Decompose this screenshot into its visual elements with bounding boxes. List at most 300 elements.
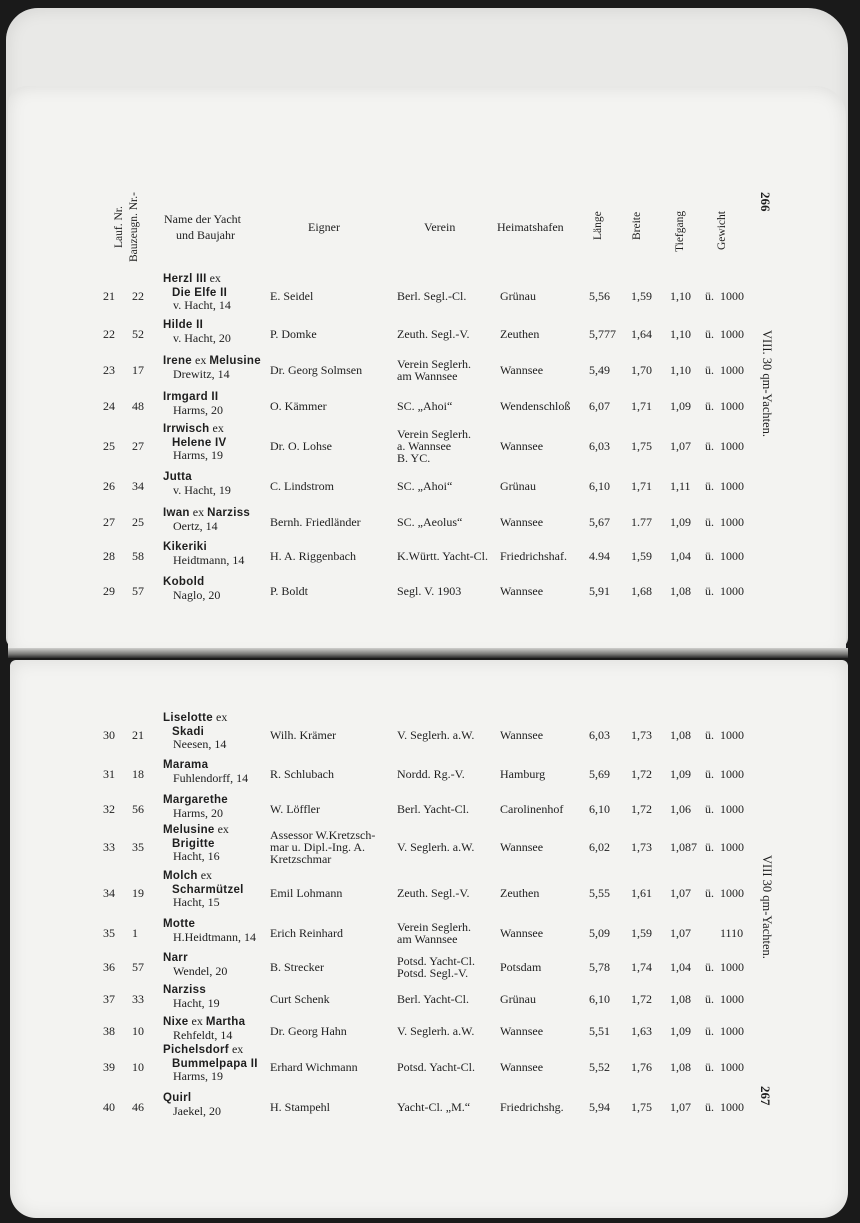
yacht-name-main: Kobold	[163, 576, 205, 588]
draft: 1,087	[670, 840, 697, 854]
home-port: Wannsee	[500, 439, 544, 453]
yacht-name-main: Herzl III	[163, 273, 207, 285]
lauf-nr: 32	[103, 802, 115, 816]
builder-year: Hacht, 15	[173, 895, 220, 909]
home-port: Wannsee	[500, 840, 544, 854]
yacht-name	[163, 272, 231, 312]
weight: 1000	[720, 515, 744, 529]
home-port: Wannsee	[500, 926, 544, 940]
yacht-name-main: Motte	[163, 918, 196, 930]
home-port: Zeuthen	[500, 886, 540, 900]
draft: 1,07	[670, 926, 691, 940]
owner: Assessor W.Kretzsch-	[270, 828, 376, 842]
weight: 1000	[720, 363, 744, 377]
bauzeugnis-nr: 35	[132, 840, 144, 854]
length: 5,49	[589, 363, 610, 377]
club: Segl. V. 1903	[397, 584, 462, 598]
home-port: Friedrichshg.	[500, 1100, 564, 1114]
home-port: Grünau	[500, 992, 536, 1006]
length: 5,67	[589, 515, 610, 529]
yacht-name-main: Narr	[163, 952, 188, 964]
yacht-name	[163, 506, 250, 532]
home-port: Grünau	[500, 289, 536, 303]
yacht-name-main: Quirl	[163, 1092, 192, 1104]
home-port: Zeuthen	[500, 327, 540, 341]
owner: Wilh. Krämer	[270, 728, 337, 742]
builder-year: Rehfeldt, 14	[173, 1027, 233, 1042]
builder-year: H.Heidtmann, 14	[173, 929, 256, 944]
length: 5,09	[589, 926, 610, 940]
club: a. Wannsee	[397, 439, 452, 453]
owner: H. A. Riggenbach	[270, 549, 356, 563]
builder-year: Harms, 20	[173, 402, 223, 417]
yacht-name-main: Irrwisch	[163, 423, 210, 435]
builder-year: Neesen, 14	[173, 737, 227, 751]
weight-prefix: ü.	[705, 840, 714, 854]
yacht-name	[163, 575, 220, 601]
header-eigner: Eigner	[308, 220, 340, 234]
header-tiefgang: Tiefgang	[674, 210, 686, 252]
section-title-bottom: VIII 30 qm-Yachten.	[760, 855, 774, 959]
bauzeugnis-nr: 1	[132, 926, 138, 940]
weight-prefix: ü.	[705, 1060, 714, 1074]
yacht-name	[163, 354, 261, 380]
book-gutter	[8, 648, 848, 658]
yacht-name	[163, 1015, 245, 1041]
club: V. Seglerh. a.W.	[397, 840, 475, 854]
owner: O. Kämmer	[270, 399, 327, 413]
yacht-name-ex: ex	[214, 822, 229, 836]
club: Potsd. Yacht-Cl.	[397, 954, 476, 968]
beam: 1,63	[631, 1024, 652, 1038]
length: 4.94	[589, 549, 610, 563]
weight-prefix: ü.	[705, 479, 714, 493]
draft: 1,08	[670, 1060, 691, 1074]
weight-prefix: ü.	[705, 399, 714, 413]
bauzeugnis-nr: 25	[132, 515, 144, 529]
club: SC. „Ahoi“	[397, 479, 453, 493]
header-lauf-nr: Lauf. Nr.	[113, 206, 125, 248]
owner: Emil Lohmann	[270, 886, 343, 900]
club: Potsd. Segl.-V.	[397, 966, 469, 980]
bauzeugnis-nr: 19	[132, 886, 144, 900]
draft: 1,09	[670, 1024, 691, 1038]
builder-year: Heidtmann, 14	[173, 552, 245, 567]
lauf-nr: 36	[103, 960, 115, 974]
yacht-name-main: Kikeriki	[163, 541, 207, 553]
weight-prefix: ü.	[705, 289, 714, 303]
weight: 1000	[720, 1100, 744, 1114]
beam: 1,61	[631, 886, 652, 900]
lauf-nr: 35	[103, 926, 115, 940]
beam: 1,76	[631, 1060, 652, 1074]
builder-year: Wendel, 20	[173, 963, 228, 978]
builder-year: Harms, 19	[173, 1069, 223, 1083]
bauzeugnis-nr: 33	[132, 992, 144, 1006]
draft: 1,08	[670, 584, 691, 598]
club: Verein Seglerh.	[397, 357, 471, 371]
yacht-name-ex: ex	[192, 353, 210, 367]
owner: P. Boldt	[270, 584, 309, 598]
lauf-nr: 27	[103, 515, 115, 529]
bauzeugnis-nr: 10	[132, 1024, 144, 1038]
bauzeugnis-nr: 57	[132, 960, 144, 974]
builder-year: Hacht, 19	[173, 995, 220, 1010]
bauzeugnis-nr: 56	[132, 802, 144, 816]
builder-year: Harms, 19	[173, 448, 223, 462]
club: Potsd. Yacht-Cl.	[397, 1060, 476, 1074]
weight-prefix: ü.	[705, 1024, 714, 1038]
weight-prefix: ü.	[705, 886, 714, 900]
yacht-name	[163, 422, 226, 462]
yacht-name-main: Marama	[163, 759, 209, 771]
club: B. YC.	[397, 451, 431, 465]
lauf-nr: 25	[103, 439, 115, 453]
owner: Erhard Wichmann	[270, 1060, 358, 1074]
header-bauzeugn-nr: Bauzeugn. Nr.-	[128, 192, 140, 262]
section-title-top: VIII. 30 qm-Yachten.	[760, 330, 774, 438]
bauzeugnis-nr: 57	[132, 584, 144, 598]
yacht-former-name: Scharmützel	[172, 883, 244, 896]
length: 5,51	[589, 1024, 610, 1038]
weight: 1000	[720, 992, 744, 1006]
beam: 1,68	[631, 584, 652, 598]
weight-prefix: ü.	[705, 992, 714, 1006]
bauzeugnis-nr: 10	[132, 1060, 144, 1074]
bauzeugnis-nr: 18	[132, 767, 144, 781]
lauf-nr: 28	[103, 549, 115, 563]
builder-year: Hacht, 16	[173, 849, 220, 863]
page-number-top: 266	[758, 192, 773, 212]
weight-prefix: ü.	[705, 327, 714, 341]
yacht-name-main: Pichelsdorf	[163, 1044, 229, 1056]
beam: 1,59	[631, 549, 652, 563]
lauf-nr: 21	[103, 289, 115, 303]
beam: 1,70	[631, 363, 652, 377]
owner: E. Seidel	[270, 289, 314, 303]
draft: 1,08	[670, 992, 691, 1006]
yacht-name	[163, 793, 228, 819]
club: Nordd. Rg.-V.	[397, 767, 465, 781]
home-port: Wannsee	[500, 363, 544, 377]
yacht-name-main: Hilde II	[163, 319, 204, 331]
home-port: Hamburg	[500, 767, 546, 781]
yacht-name-main: Iwan	[163, 507, 190, 519]
yacht-name-main: Irene	[163, 355, 192, 367]
yacht-name	[163, 1043, 258, 1083]
beam: 1,59	[631, 926, 652, 940]
home-port: Wendenschloß	[500, 399, 571, 413]
bauzeugnis-nr: 46	[132, 1100, 144, 1114]
builder-year: Oertz, 14	[173, 518, 218, 533]
lauf-nr: 23	[103, 363, 115, 377]
weight: 1000	[720, 289, 744, 303]
lauf-nr: 37	[103, 992, 115, 1006]
lauf-nr: 31	[103, 767, 115, 781]
bauzeugnis-nr: 27	[132, 439, 144, 453]
weight: 1000	[720, 584, 744, 598]
yacht-former-name: Helene IV	[172, 436, 227, 449]
beam: 1,75	[631, 1100, 652, 1114]
length: 5,94	[589, 1100, 610, 1114]
club: Zeuth. Segl.-V.	[397, 886, 470, 900]
draft: 1,11	[670, 479, 691, 493]
weight-prefix: ü.	[705, 363, 714, 377]
header-laenge: Länge	[592, 211, 604, 240]
owner: C. Lindstrom	[270, 479, 335, 493]
lauf-nr: 34	[103, 886, 115, 900]
beam: 1,71	[631, 479, 652, 493]
draft: 1,09	[670, 399, 691, 413]
club: am Wannsee	[397, 369, 458, 383]
length: 5,55	[589, 886, 610, 900]
owner: Dr. Georg Hahn	[270, 1024, 347, 1038]
beam: 1,71	[631, 399, 652, 413]
owner: Bernh. Friedländer	[270, 515, 361, 529]
lauf-nr: 29	[103, 584, 115, 598]
yacht-former-name: Melusine	[209, 355, 261, 367]
home-port: Wannsee	[500, 584, 544, 598]
weight-prefix: ü.	[705, 584, 714, 598]
home-port: Wannsee	[500, 1024, 544, 1038]
weight-prefix: ü.	[705, 549, 714, 563]
yacht-name-ex: ex	[188, 1014, 206, 1028]
header-breite: Breite	[631, 211, 643, 240]
yacht-former-name: Bummelpapa II	[172, 1057, 258, 1070]
yacht-former-name: Skadi	[172, 725, 205, 738]
yacht-name-ex: ex	[197, 868, 213, 882]
yacht-name	[163, 711, 227, 751]
weight: 1000	[720, 327, 744, 341]
weight: 1000	[720, 728, 744, 742]
draft: 1,07	[670, 1100, 691, 1114]
yacht-name-main: Irmgard II	[163, 391, 219, 403]
length: 5,52	[589, 1060, 610, 1074]
yacht-name-main: Jutta	[163, 471, 192, 483]
bauzeugnis-nr: 58	[132, 549, 144, 563]
yacht-name	[163, 318, 231, 344]
weight: 1000	[720, 479, 744, 493]
bauzeugnis-nr: 52	[132, 327, 144, 341]
owner: W. Löffler	[270, 802, 320, 816]
yacht-name-main: Melusine	[163, 824, 215, 836]
length: 6,03	[589, 728, 610, 742]
lauf-nr: 40	[103, 1100, 115, 1114]
header-verein: Verein	[424, 220, 456, 234]
yacht-name	[163, 540, 244, 566]
yacht-name-main: Margarethe	[163, 794, 228, 806]
draft: 1,04	[670, 549, 691, 563]
yacht-name	[163, 470, 231, 496]
home-port: Wannsee	[500, 728, 544, 742]
header-gewicht: Gewicht	[716, 211, 728, 250]
bauzeugnis-nr: 22	[132, 289, 144, 303]
yacht-name	[163, 1091, 221, 1117]
weight-prefix: ü.	[705, 439, 714, 453]
lauf-nr: 38	[103, 1024, 115, 1038]
header-baujahr: und Baujahr	[176, 228, 235, 242]
owner: mar u. Dipl.-Ing. A.	[270, 840, 365, 854]
owner: Erich Reinhard	[270, 926, 343, 940]
length: 5,69	[589, 767, 610, 781]
weight-prefix: ü.	[705, 728, 714, 742]
draft: 1,04	[670, 960, 691, 974]
bauzeugnis-nr: 48	[132, 399, 144, 413]
page-number-bottom: 267	[758, 1086, 773, 1106]
weight: 1110	[720, 926, 744, 940]
builder-year: v. Hacht, 20	[173, 330, 231, 345]
length: 5,56	[589, 289, 610, 303]
owner: P. Domke	[270, 327, 317, 341]
yacht-name-ex: ex	[189, 505, 208, 519]
home-port: Wannsee	[500, 1060, 544, 1074]
home-port: Potsdam	[500, 960, 542, 974]
club: Verein Seglerh.	[397, 920, 471, 934]
beam: 1,64	[631, 327, 652, 341]
beam: 1,74	[631, 960, 652, 974]
beam: 1,72	[631, 992, 652, 1006]
club: SC. „Aeolus“	[397, 515, 463, 529]
club: Yacht-Cl. „M.“	[397, 1100, 471, 1114]
yacht-name-ex: ex	[206, 271, 221, 285]
owner: H. Stampehl	[270, 1100, 330, 1114]
length: 6,03	[589, 439, 610, 453]
weight: 1000	[720, 767, 744, 781]
yacht-name-main: Nixe	[163, 1016, 189, 1028]
draft: 1,09	[670, 767, 691, 781]
beam: 1,73	[631, 840, 652, 854]
lauf-nr: 22	[103, 327, 115, 341]
weight: 1000	[720, 1024, 744, 1038]
owner: Kretzschmar	[270, 852, 332, 866]
club: Zeuth. Segl.-V.	[397, 327, 470, 341]
beam: 1,75	[631, 439, 652, 453]
club: am Wannsee	[397, 932, 458, 946]
builder-year: Drewitz, 14	[173, 366, 230, 381]
owner: Curt Schenk	[270, 992, 330, 1006]
header-heimatshafen: Heimatshafen	[497, 220, 564, 234]
weight: 1000	[720, 549, 744, 563]
header-name: Name der Yacht	[164, 212, 241, 226]
club: V. Seglerh. a.W.	[397, 1024, 475, 1038]
yacht-name	[163, 869, 244, 909]
draft: 1,08	[670, 728, 691, 742]
beam: 1,73	[631, 728, 652, 742]
draft: 1,10	[670, 363, 691, 377]
yacht-name-main: Narziss	[163, 984, 207, 996]
length: 5,78	[589, 960, 610, 974]
weight: 1000	[720, 840, 744, 854]
club: Berl. Yacht-Cl.	[397, 992, 469, 1006]
beam: 1,59	[631, 289, 652, 303]
beam: 1,72	[631, 802, 652, 816]
weight: 1000	[720, 960, 744, 974]
weight-prefix: ü.	[705, 802, 714, 816]
draft: 1,07	[670, 439, 691, 453]
yacht-name	[163, 983, 220, 1009]
bauzeugnis-nr: 17	[132, 363, 144, 377]
length: 6,02	[589, 840, 610, 854]
yacht-former-name: Martha	[205, 1016, 246, 1028]
yacht-name-ex: ex	[209, 421, 224, 435]
yacht-name	[163, 758, 248, 784]
draft: 1,06	[670, 802, 691, 816]
home-port: Carolinenhof	[500, 802, 564, 816]
owner: Dr. O. Lohse	[270, 439, 332, 453]
club: SC. „Ahoi“	[397, 399, 453, 413]
yacht-name	[163, 390, 223, 416]
yacht-former-name: Narziss	[207, 507, 251, 519]
length: 5,91	[589, 584, 610, 598]
length: 6,10	[589, 479, 610, 493]
yacht-name	[163, 917, 256, 943]
length: 6,07	[589, 399, 610, 413]
lauf-nr: 30	[103, 728, 115, 742]
yacht-name-ex: ex	[213, 710, 228, 724]
yacht-name	[163, 823, 229, 863]
lauf-nr: 26	[103, 479, 115, 493]
club: Berl. Yacht-Cl.	[397, 802, 469, 816]
weight: 1000	[720, 399, 744, 413]
weight-prefix: ü.	[705, 767, 714, 781]
bauzeugnis-nr: 21	[132, 728, 144, 742]
builder-year: v. Hacht, 14	[173, 298, 231, 312]
owner: Dr. Georg Solmsen	[270, 363, 363, 377]
yacht-former-name: Brigitte	[172, 837, 215, 850]
length: 6,10	[589, 992, 610, 1006]
club: V. Seglerh. a.W.	[397, 728, 475, 742]
club: Berl. Segl.-Cl.	[397, 289, 467, 303]
draft: 1,10	[670, 327, 691, 341]
bauzeugnis-nr: 34	[132, 479, 144, 493]
length: 5,777	[589, 327, 616, 341]
weight: 1000	[720, 1060, 744, 1074]
beam: 1.77	[631, 515, 652, 529]
owner: B. Strecker	[270, 960, 324, 974]
yacht-name-main: Molch	[163, 870, 198, 882]
lauf-nr: 39	[103, 1060, 115, 1074]
builder-year: Naglo, 20	[173, 587, 221, 602]
owner: R. Schlubach	[270, 767, 334, 781]
builder-year: Jaekel, 20	[173, 1103, 221, 1118]
lauf-nr: 24	[103, 399, 115, 413]
weight-prefix: ü.	[705, 1100, 714, 1114]
weight: 1000	[720, 439, 744, 453]
draft: 1,10	[670, 289, 691, 303]
weight: 1000	[720, 886, 744, 900]
builder-year: Harms, 20	[173, 805, 223, 820]
draft: 1,07	[670, 886, 691, 900]
yacht-name	[163, 951, 227, 977]
yacht-name-main: Liselotte	[163, 712, 213, 724]
home-port: Grünau	[500, 479, 536, 493]
yacht-name-ex: ex	[228, 1042, 244, 1056]
club: Verein Seglerh.	[397, 427, 471, 441]
home-port: Friedrichshaf.	[500, 549, 567, 563]
yacht-former-name: Die Elfe II	[172, 286, 228, 299]
draft: 1,09	[670, 515, 691, 529]
length: 6,10	[589, 802, 610, 816]
weight-prefix: ü.	[705, 515, 714, 529]
builder-year: Fuhlendorff, 14	[173, 770, 249, 785]
weight-prefix: ü.	[705, 960, 714, 974]
home-port: Wannsee	[500, 515, 544, 529]
builder-year: v. Hacht, 19	[173, 482, 231, 497]
club: K.Württ. Yacht-Cl.	[397, 549, 488, 563]
beam: 1,72	[631, 767, 652, 781]
weight: 1000	[720, 802, 744, 816]
lauf-nr: 33	[103, 840, 115, 854]
